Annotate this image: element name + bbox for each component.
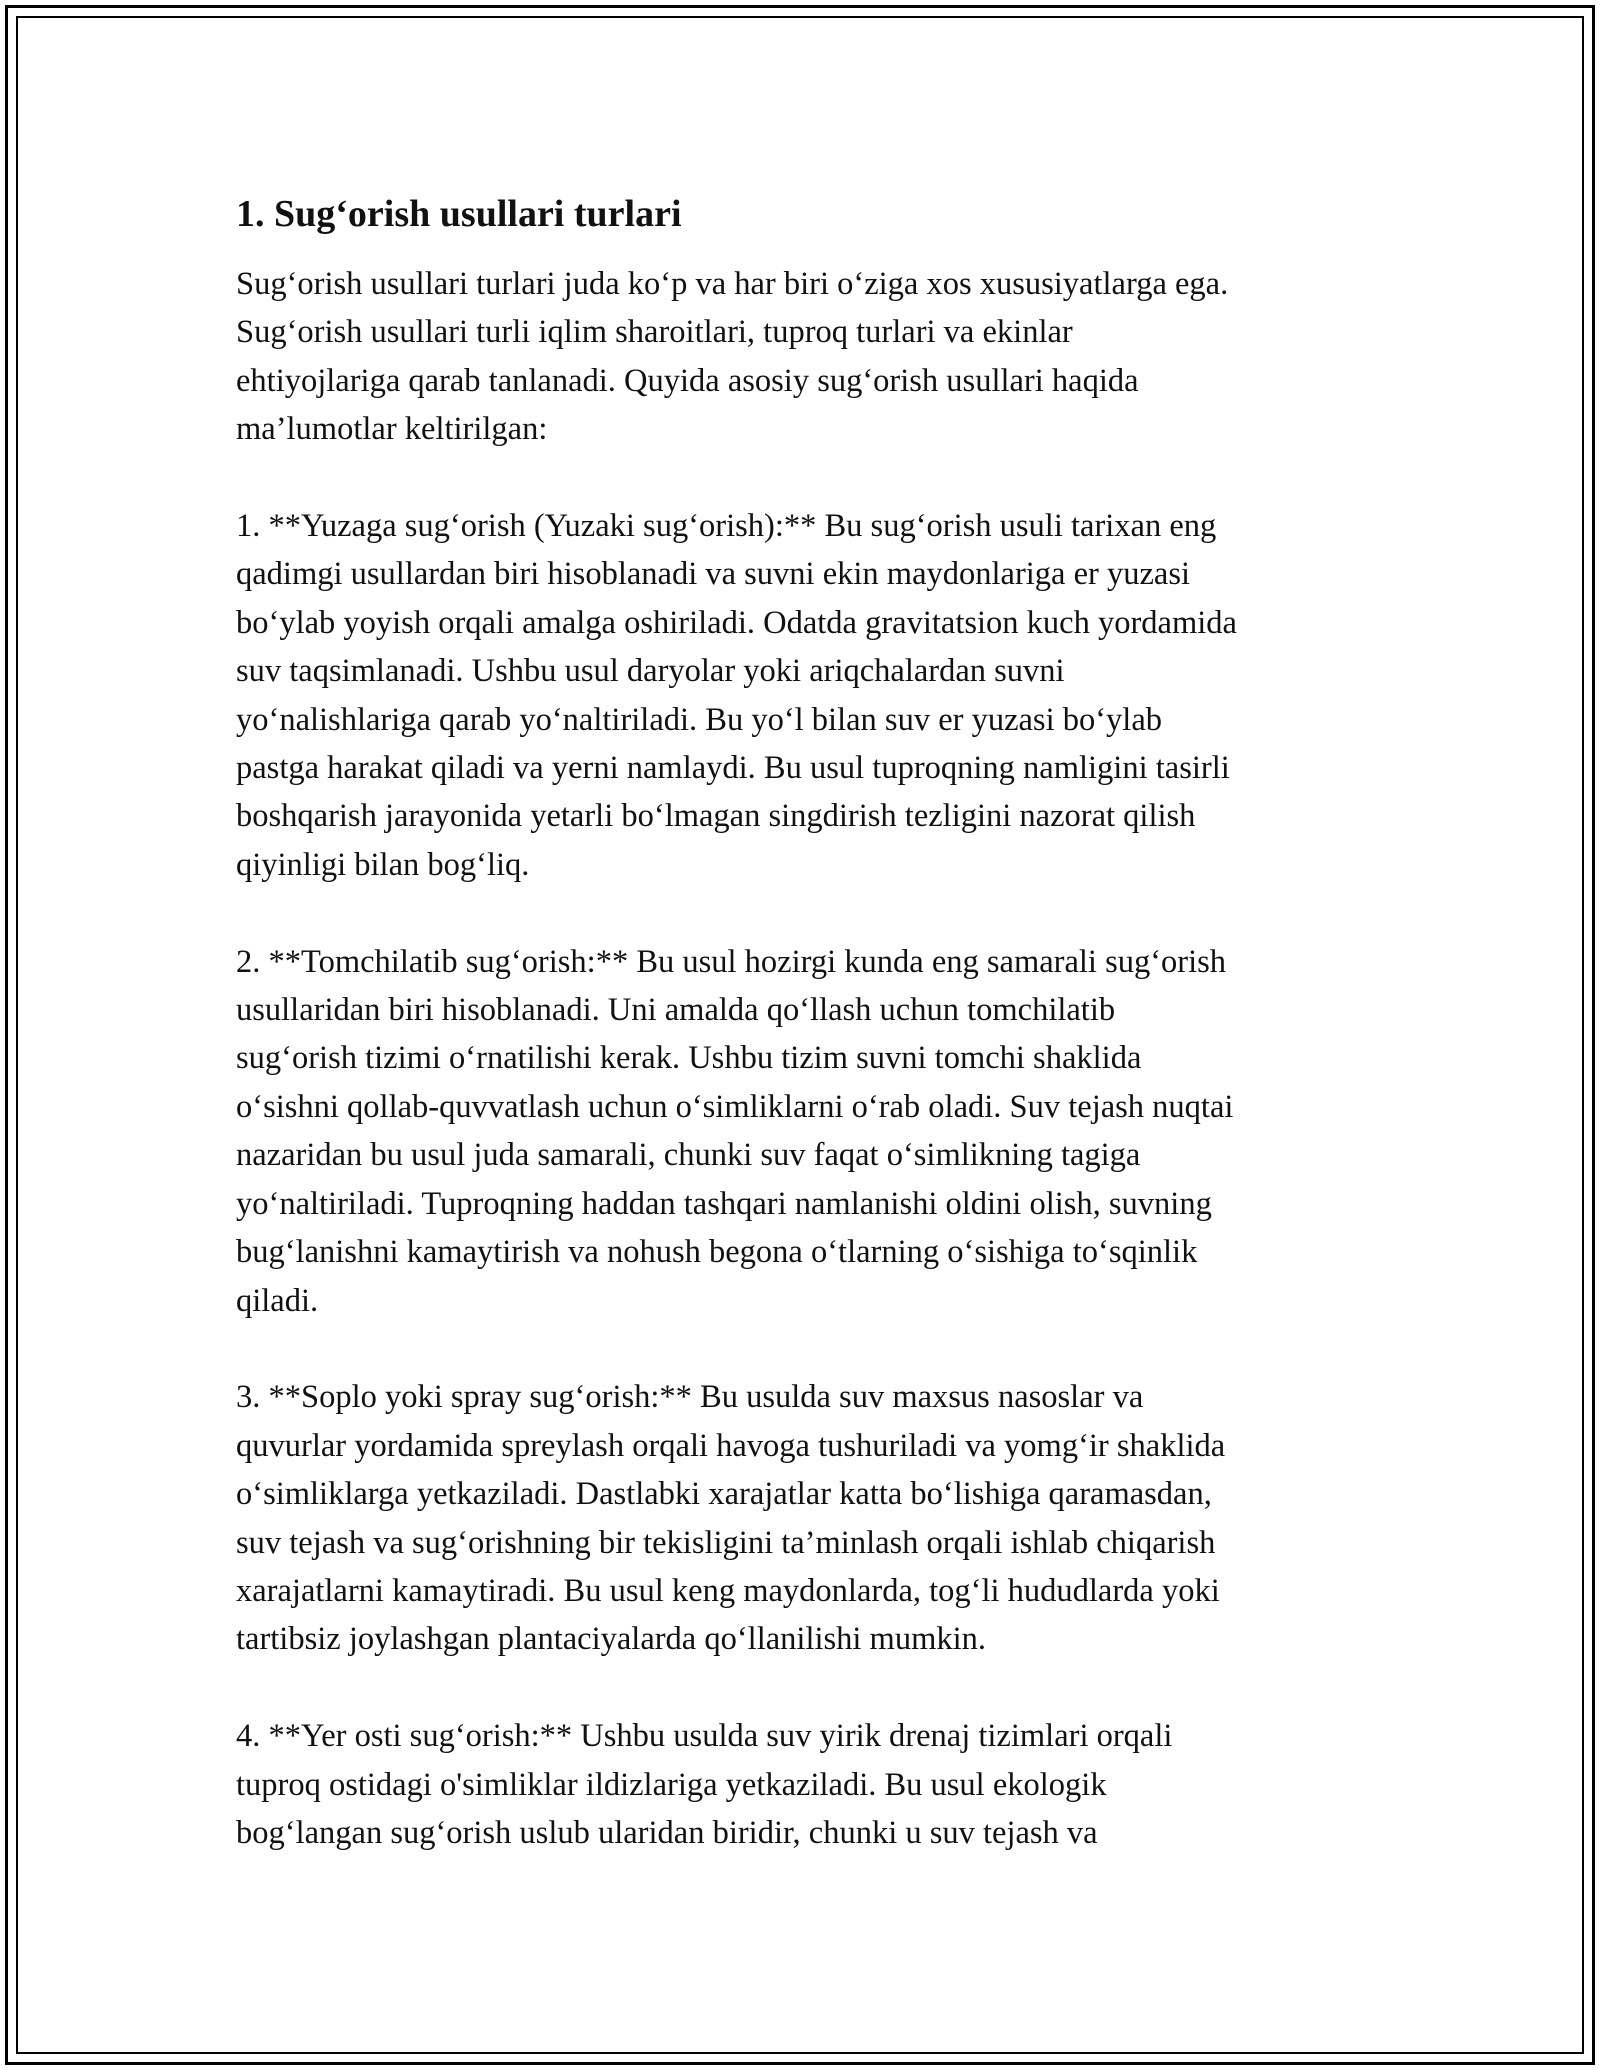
text-line: o‘simliklarga yetkaziladi. Dastlabki xarajatlar katta bo‘lishiga qaramasdan, [236, 1476, 1212, 1513]
text-line: quvurlar yordamida spreylash orqali havoga tushuriladi va yomg‘ir shaklida [236, 1427, 1226, 1464]
text-line: yo‘naltiriladi. Tuproqning haddan tashqari namlanishi oldini olish, suvning [236, 1185, 1212, 1222]
text-line: ma’lumotlar keltirilgan: [236, 411, 548, 448]
text-line: qiyinligi bilan bog‘liq. [236, 846, 530, 883]
text-line: o‘sishni qollab-quvvatlash uchun o‘simliklarni o‘rab oladi. Suv tejash nuqtai [236, 1088, 1234, 1125]
text-line: 4. **Yer osti sug‘orish:** Ushbu usulda suv yirik drenaj tizimlari orqali [236, 1718, 1173, 1755]
text-line: nazaridan bu usul juda samarali, chunki suv faqat o‘simlikning tagiga [236, 1137, 1141, 1174]
paragraph-surface-irrigation [236, 502, 1386, 889]
text-line: 1. **Yuzaga sug‘orish (Yuzaki sug‘orish):** Bu sug‘orish usuli tarixan eng [236, 508, 1217, 545]
text-line: bog‘langan sug‘orish uslub ularidan biridir, chunki u suv tejash va [236, 1814, 1098, 1851]
text-line: suv tejash va sug‘orishning bir tekisligini ta’minlash orqali ishlab chiqarish [236, 1524, 1216, 1561]
text-line: pastga harakat qiladi va yerni namlaydi. Bu usul tuproqning namligini tasirli [236, 750, 1230, 787]
paragraph-spray-irrigation [236, 1373, 1386, 1663]
text-line: tartibsiz joylashgan plantaciyalarda qo‘llanilishi mumkin. [236, 1621, 987, 1658]
paragraph-subsurface-irrigation [236, 1712, 1386, 1857]
text-line: Sug‘orish usullari turli iqlim sharoitlari, tuproq turlari va ekinlar [236, 314, 1073, 351]
text-line: sug‘orish tizimi o‘rnatilishi kerak. Ushbu tizim suvni tomchi shaklida [236, 1040, 1142, 1077]
text-line: 3. **Soplo yoki spray sug‘orish:** Bu usulda suv maxsus nasoslar va [236, 1379, 1144, 1416]
paragraph-intro [236, 260, 1386, 454]
text-line: Sug‘orish usullari turlari juda ko‘p va har biri o‘ziga xos xususiyatlarga ega. [236, 266, 1229, 302]
text-line: xarajatlarni kamaytiradi. Bu usul keng maydonlarda, tog‘li hududlarda yoki [236, 1572, 1220, 1609]
text-line: tuproq ostidagi o'simliklar ildizlariga yetkaziladi. Bu usul ekologik [236, 1766, 1107, 1803]
text-line: boshqarish jarayonida yetarli bo‘lmagan singdirish tezligini nazorat qilish [236, 798, 1196, 835]
text-line: suv taqsimlanadi. Ushbu usul daryolar yoki ariqchalardan suvni [236, 653, 1065, 690]
page-title: 1. Sug‘orish usullari turlari [236, 193, 682, 235]
document-body [236, 190, 1386, 1906]
text-line: qiladi. [236, 1282, 319, 1319]
text-line: bug‘lanishni kamaytirish va nohush begona o‘tlarning o‘sishiga to‘sqinlik [236, 1234, 1198, 1271]
text-line: 2. **Tomchilatib sug‘orish:** Bu usul hozirgi kunda eng samarali sug‘orish [236, 943, 1227, 980]
text-line: ehtiyojlariga qarab tanlanadi. Quyida asosiy sug‘orish usullari haqida [236, 362, 1139, 399]
paragraph-drip-irrigation [236, 938, 1386, 1325]
text-line: usullaridan biri hisoblanadi. Uni amalda qo‘llash uchun tomchilatib [236, 992, 1116, 1029]
text-line: qadimgi usullardan biri hisoblanadi va suvni ekin maydonlariga er yuzasi [236, 556, 1191, 593]
text-line: yo‘nalishlariga qarab yo‘naltiriladi. Bu yo‘l bilan suv er yuzasi bo‘ylab [236, 701, 1162, 738]
text-line: bo‘ylab yoyish orqali amalga oshiriladi. Odatda gravitatsion kuch yordamida [236, 604, 1237, 641]
